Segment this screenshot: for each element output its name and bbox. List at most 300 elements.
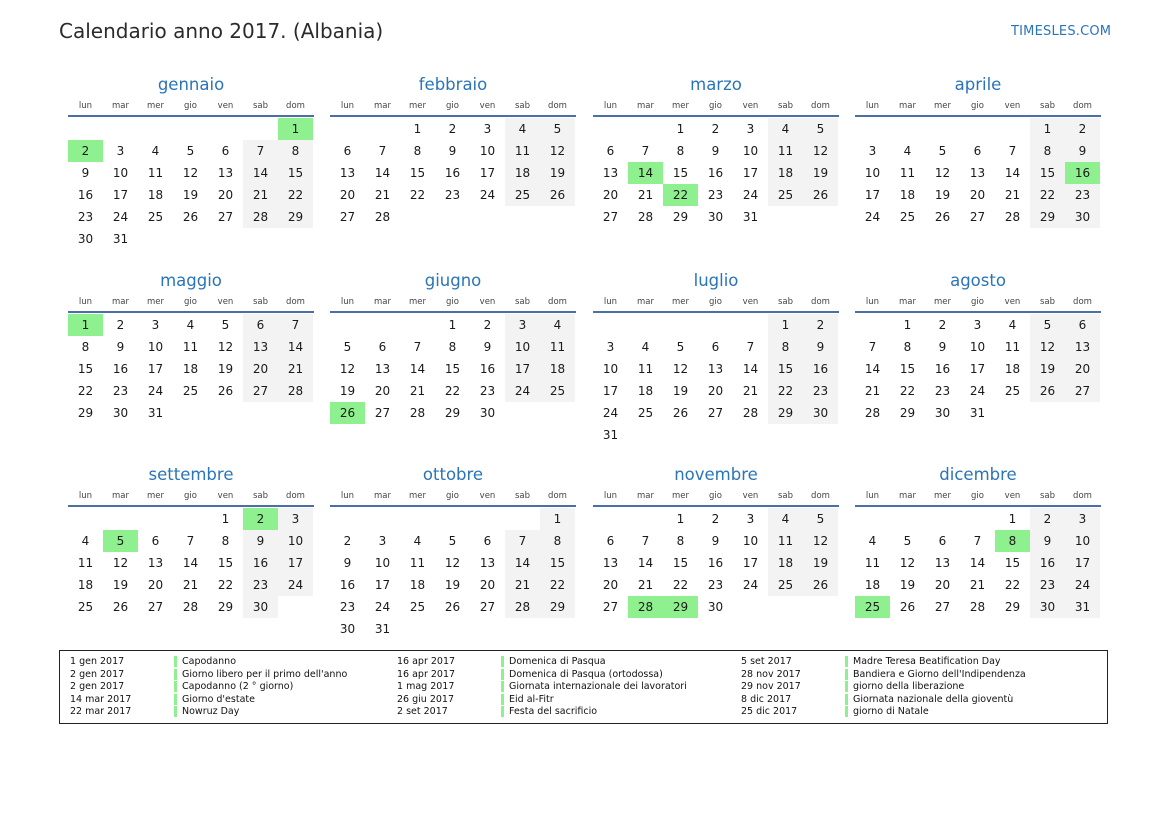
holiday-day: 26 [330, 402, 365, 424]
empty-day [173, 508, 208, 530]
holiday-name: Eid al-Fitr [509, 693, 554, 705]
weekday-label: ven [479, 491, 496, 501]
holiday-row [70, 669, 347, 682]
month-divider [68, 311, 314, 313]
day-cell: 23 [1030, 574, 1065, 596]
day-cell: 24 [602, 406, 619, 420]
empty-day [803, 424, 838, 446]
day-cell: 6 [711, 340, 720, 354]
day-cell: 10 [1065, 530, 1100, 552]
day-cell: 6 [1065, 314, 1100, 336]
holiday-day: 22 [663, 184, 698, 206]
week-row [330, 358, 576, 380]
day-cell: 15 [540, 552, 575, 574]
empty-day [330, 314, 365, 336]
day-cell: 14 [864, 362, 881, 376]
weekday-label: mar [637, 491, 654, 501]
day-cell: 31 [969, 406, 986, 420]
day-cell: 4 [903, 144, 912, 158]
holiday-row [397, 681, 687, 694]
empty-day [698, 424, 733, 446]
day-cell: 25 [768, 184, 803, 206]
empty-day [628, 508, 663, 530]
empty-day [470, 206, 505, 228]
weekday-label: lun [340, 491, 355, 501]
day-cell: 17 [1065, 552, 1100, 574]
week-row [855, 358, 1101, 380]
holiday-name: Giorno libero per il primo dell'anno [182, 668, 348, 680]
day-cell: 3 [746, 512, 755, 526]
day-cell: 25 [147, 210, 164, 224]
weekday-label: dom [811, 297, 830, 307]
holiday-row [741, 656, 1026, 669]
empty-day [960, 508, 995, 530]
weekday-label: sab [252, 297, 269, 307]
day-cell: 2 [711, 122, 720, 136]
holiday-row [397, 706, 687, 719]
day-cell: 19 [803, 162, 838, 184]
week-row [855, 336, 1101, 358]
day-cell: 12 [934, 166, 951, 180]
empty-day [243, 402, 278, 424]
day-cell: 8 [448, 340, 457, 354]
day-cell: 18 [409, 578, 426, 592]
day-cell: 8 [676, 144, 685, 158]
week-row [68, 574, 314, 596]
day-cell: 10 [969, 340, 986, 354]
day-cell: 30 [77, 232, 94, 246]
weekday-label: ven [217, 297, 234, 307]
day-cell: 23 [479, 384, 496, 398]
empty-day [208, 118, 243, 140]
month-giugno [330, 268, 576, 424]
weekday-label: ven [742, 297, 759, 307]
day-cell: 4 [1008, 318, 1017, 332]
week-row [68, 380, 314, 402]
holiday-date: 16 apr 2017 [397, 668, 456, 680]
empty-day [733, 424, 768, 446]
week-row [68, 184, 314, 206]
day-cell: 13 [934, 556, 951, 570]
day-cell: 7 [868, 340, 877, 354]
empty-day [540, 402, 575, 424]
day-cell: 5 [1030, 314, 1065, 336]
day-cell: 2 [1065, 118, 1100, 140]
month-settembre [68, 462, 314, 618]
holiday-name: Giorno d'estate [182, 693, 255, 705]
day-cell: 11 [864, 556, 881, 570]
day-cell: 16 [444, 166, 461, 180]
week-row [593, 574, 839, 596]
empty-day [400, 314, 435, 336]
day-cell: 23 [707, 188, 724, 202]
day-cell: 9 [938, 340, 947, 354]
weekday-label: gio [971, 491, 984, 501]
empty-day [243, 228, 278, 250]
day-cell: 1 [413, 122, 422, 136]
weekday-label: dom [1073, 491, 1092, 501]
day-cell: 20 [1065, 358, 1100, 380]
weekday-header [68, 98, 314, 114]
day-cell: 20 [147, 578, 164, 592]
site-link[interactable]: TIMESLES.COM [1011, 24, 1112, 39]
month-divider [593, 505, 839, 507]
day-cell: 21 [409, 384, 426, 398]
weekday-label: ven [217, 101, 234, 111]
day-cell: 30 [707, 210, 724, 224]
holiday-name: Domenica di Pasqua (ortodossa) [509, 668, 663, 680]
day-cell: 24 [479, 188, 496, 202]
day-cell: 6 [938, 534, 947, 548]
empty-day [138, 118, 173, 140]
day-cell: 20 [339, 188, 356, 202]
day-cell: 13 [243, 336, 278, 358]
day-cell: 25 [1004, 384, 1021, 398]
weekday-label: sab [514, 491, 531, 501]
day-cell: 9 [116, 340, 125, 354]
day-cell: 21 [742, 384, 759, 398]
day-cell: 1 [1008, 512, 1017, 526]
empty-day [663, 314, 698, 336]
empty-day [400, 206, 435, 228]
day-cell: 30 [339, 622, 356, 636]
weekday-label: gio [971, 101, 984, 111]
empty-day [540, 618, 575, 640]
day-cell: 8 [903, 340, 912, 354]
week-row [593, 184, 839, 206]
weekday-label: sab [777, 297, 794, 307]
weekday-label: gio [184, 491, 197, 501]
day-cell: 7 [278, 314, 313, 336]
day-cell: 27 [602, 210, 619, 224]
day-cell: 17 [112, 188, 129, 202]
day-cell: 31 [602, 428, 619, 442]
day-cell: 2 [1030, 508, 1065, 530]
day-cell: 9 [1030, 530, 1065, 552]
month-name: settembre [148, 465, 234, 484]
week-row [593, 380, 839, 402]
day-cell: 24 [505, 380, 540, 402]
weekday-label: mer [146, 297, 164, 307]
day-cell: 20 [969, 188, 986, 202]
day-cell: 17 [278, 552, 313, 574]
day-cell: 13 [1065, 336, 1100, 358]
day-cell: 25 [540, 380, 575, 402]
weekday-label: gio [446, 491, 459, 501]
day-cell: 2 [343, 534, 352, 548]
weekday-label: lun [865, 297, 880, 307]
day-cell: 10 [147, 340, 164, 354]
day-cell: 11 [505, 140, 540, 162]
day-cell: 19 [934, 188, 951, 202]
month-divider [855, 311, 1101, 313]
day-cell: 18 [1004, 362, 1021, 376]
weekday-label: mar [637, 101, 654, 111]
day-cell: 26 [112, 600, 129, 614]
weekday-label: ven [479, 297, 496, 307]
week-row [330, 402, 576, 424]
day-cell: 4 [186, 318, 195, 332]
week-row [68, 402, 314, 424]
empty-day [855, 314, 890, 336]
day-cell: 5 [676, 340, 685, 354]
day-cell: 26 [934, 210, 951, 224]
holiday-column [397, 656, 687, 719]
day-cell: 11 [182, 340, 199, 354]
month-name: dicembre [939, 465, 1017, 484]
day-cell: 13 [217, 166, 234, 180]
day-cell: 5 [938, 144, 947, 158]
weekday-label: mer [408, 101, 426, 111]
week-row [330, 206, 576, 228]
weekday-label: mar [899, 491, 916, 501]
holiday-day: 1 [68, 314, 103, 336]
empty-day [365, 314, 400, 336]
weekday-header [855, 488, 1101, 504]
week-row [68, 228, 314, 250]
holiday-row [70, 656, 347, 669]
day-cell: 28 [969, 600, 986, 614]
holiday-column [741, 656, 1026, 719]
day-cell: 23 [444, 188, 461, 202]
day-cell: 22 [444, 384, 461, 398]
day-cell: 19 [899, 578, 916, 592]
day-cell: 6 [221, 144, 230, 158]
week-row [593, 358, 839, 380]
day-cell: 14 [505, 552, 540, 574]
holiday-day: 14 [628, 162, 663, 184]
day-cell: 15 [1004, 556, 1021, 570]
holiday-day: 2 [243, 508, 278, 530]
holiday-date: 28 nov 2017 [741, 668, 801, 680]
empty-day [593, 508, 628, 530]
day-cell: 22 [899, 384, 916, 398]
day-cell: 7 [505, 530, 540, 552]
holiday-row [397, 694, 687, 707]
day-cell: 28 [864, 406, 881, 420]
holiday-marker [174, 694, 177, 705]
empty-day [365, 118, 400, 140]
empty-day [278, 228, 313, 250]
weekday-label: dom [548, 297, 567, 307]
empty-day [768, 206, 803, 228]
month-name: giugno [424, 271, 482, 290]
day-cell: 30 [707, 600, 724, 614]
day-cell: 4 [81, 534, 90, 548]
day-cell: 23 [934, 384, 951, 398]
day-cell: 1 [903, 318, 912, 332]
holiday-date: 22 mar 2017 [70, 706, 132, 718]
day-cell: 19 [339, 384, 356, 398]
week-row [855, 184, 1101, 206]
day-cell: 28 [409, 406, 426, 420]
week-row [593, 336, 839, 358]
day-cell: 21 [637, 188, 654, 202]
week-row [330, 574, 576, 596]
holiday-marker [174, 681, 177, 692]
empty-day [925, 508, 960, 530]
week-row [68, 358, 314, 380]
day-cell: 14 [182, 556, 199, 570]
empty-day [890, 508, 925, 530]
holiday-name: Giornata internazionale dei lavoratori [509, 681, 687, 693]
day-cell: 3 [606, 340, 615, 354]
weekday-label: sab [252, 491, 269, 501]
week-row [593, 402, 839, 424]
weekday-header [330, 488, 576, 504]
day-cell: 13 [602, 556, 619, 570]
weekday-label: mer [671, 491, 689, 501]
weekday-label: mar [112, 101, 129, 111]
empty-day [243, 118, 278, 140]
weekday-label: dom [286, 101, 305, 111]
day-cell: 9 [81, 166, 90, 180]
holiday-name: giorno di Natale [853, 706, 929, 718]
day-cell: 2 [448, 122, 457, 136]
day-cell: 25 [505, 184, 540, 206]
day-cell: 29 [1004, 600, 1021, 614]
day-cell: 21 [278, 358, 313, 380]
week-row [855, 402, 1101, 424]
week-row [593, 530, 839, 552]
day-cell: 5 [803, 508, 838, 530]
weekday-label: lun [865, 101, 880, 111]
holiday-row [397, 669, 687, 682]
day-cell: 16 [803, 358, 838, 380]
holiday-date: 5 set 2017 [741, 656, 792, 667]
weekday-label: gio [709, 297, 722, 307]
weekday-label: ven [479, 101, 496, 111]
month-febbraio [330, 72, 576, 228]
day-cell: 26 [217, 384, 234, 398]
holiday-row [70, 694, 347, 707]
week-row [330, 508, 576, 530]
day-cell: 16 [339, 578, 356, 592]
day-cell: 24 [742, 188, 759, 202]
week-row [593, 424, 839, 446]
day-cell: 14 [409, 362, 426, 376]
holiday-row [397, 656, 687, 669]
day-cell: 5 [903, 534, 912, 548]
weekday-header [330, 294, 576, 310]
empty-day [540, 206, 575, 228]
day-cell: 21 [1004, 188, 1021, 202]
day-cell: 22 [1004, 578, 1021, 592]
empty-day [663, 424, 698, 446]
month-name: luglio [693, 271, 739, 290]
day-cell: 27 [969, 210, 986, 224]
week-row [593, 552, 839, 574]
holiday-name: Bandiera e Giorno dell'Indipendenza [853, 668, 1026, 680]
day-cell: 27 [934, 600, 951, 614]
holiday-name: giorno della liberazione [853, 681, 965, 693]
weekday-label: gio [184, 101, 197, 111]
holiday-name: Nowruz Day [182, 706, 240, 718]
holiday-name: Festa del sacrificio [509, 706, 598, 718]
day-cell: 14 [278, 336, 313, 358]
day-cell: 18 [147, 188, 164, 202]
day-cell: 2 [938, 318, 947, 332]
empty-day [890, 118, 925, 140]
day-cell: 19 [540, 162, 575, 184]
day-cell: 24 [1065, 574, 1100, 596]
day-cell: 18 [77, 578, 94, 592]
day-cell: 3 [116, 144, 125, 158]
weekday-label: dom [1073, 101, 1092, 111]
weekday-label: ven [742, 101, 759, 111]
day-cell: 7 [746, 340, 755, 354]
weekday-label: mar [899, 101, 916, 111]
holiday-date: 8 dic 2017 [741, 693, 792, 705]
day-cell: 17 [374, 578, 391, 592]
day-cell: 7 [641, 534, 650, 548]
holiday-date: 16 apr 2017 [397, 656, 456, 667]
day-cell: 10 [742, 144, 759, 158]
empty-day [103, 118, 138, 140]
holiday-date: 2 gen 2017 [70, 668, 125, 680]
day-cell: 16 [1030, 552, 1065, 574]
weekday-label: mer [408, 297, 426, 307]
day-cell: 24 [278, 574, 313, 596]
empty-day [278, 596, 313, 618]
day-cell: 7 [641, 144, 650, 158]
weekday-label: sab [1039, 491, 1056, 501]
day-cell: 24 [374, 600, 391, 614]
holiday-date: 14 mar 2017 [70, 693, 132, 705]
day-cell: 23 [77, 210, 94, 224]
day-cell: 13 [339, 166, 356, 180]
day-cell: 29 [278, 206, 313, 228]
day-cell: 13 [479, 556, 496, 570]
day-cell: 6 [606, 534, 615, 548]
day-cell: 8 [540, 530, 575, 552]
day-cell: 27 [374, 406, 391, 420]
day-cell: 31 [742, 210, 759, 224]
day-cell: 25 [182, 384, 199, 398]
day-cell: 26 [672, 406, 689, 420]
day-cell: 27 [707, 406, 724, 420]
weekday-label: mar [112, 491, 129, 501]
weekday-label: mar [899, 297, 916, 307]
day-cell: 26 [540, 184, 575, 206]
holiday-marker [845, 681, 848, 692]
week-row [68, 596, 314, 618]
day-cell: 11 [768, 530, 803, 552]
weekday-label: sab [777, 491, 794, 501]
day-cell: 25 [409, 600, 426, 614]
weekday-label: ven [1004, 491, 1021, 501]
day-cell: 12 [672, 362, 689, 376]
empty-day [435, 508, 470, 530]
empty-day [173, 228, 208, 250]
week-row [68, 552, 314, 574]
day-cell: 22 [1030, 184, 1065, 206]
day-cell: 24 [969, 384, 986, 398]
day-cell: 13 [147, 556, 164, 570]
day-cell: 7 [186, 534, 195, 548]
empty-day [768, 424, 803, 446]
day-cell: 28 [637, 210, 654, 224]
day-cell: 11 [77, 556, 94, 570]
holiday-row [741, 706, 1026, 719]
empty-day [733, 314, 768, 336]
day-cell: 20 [602, 188, 619, 202]
day-cell: 18 [899, 188, 916, 202]
day-cell: 27 [217, 210, 234, 224]
day-cell: 28 [374, 210, 391, 224]
holiday-day: 28 [628, 596, 663, 618]
empty-day [505, 402, 540, 424]
